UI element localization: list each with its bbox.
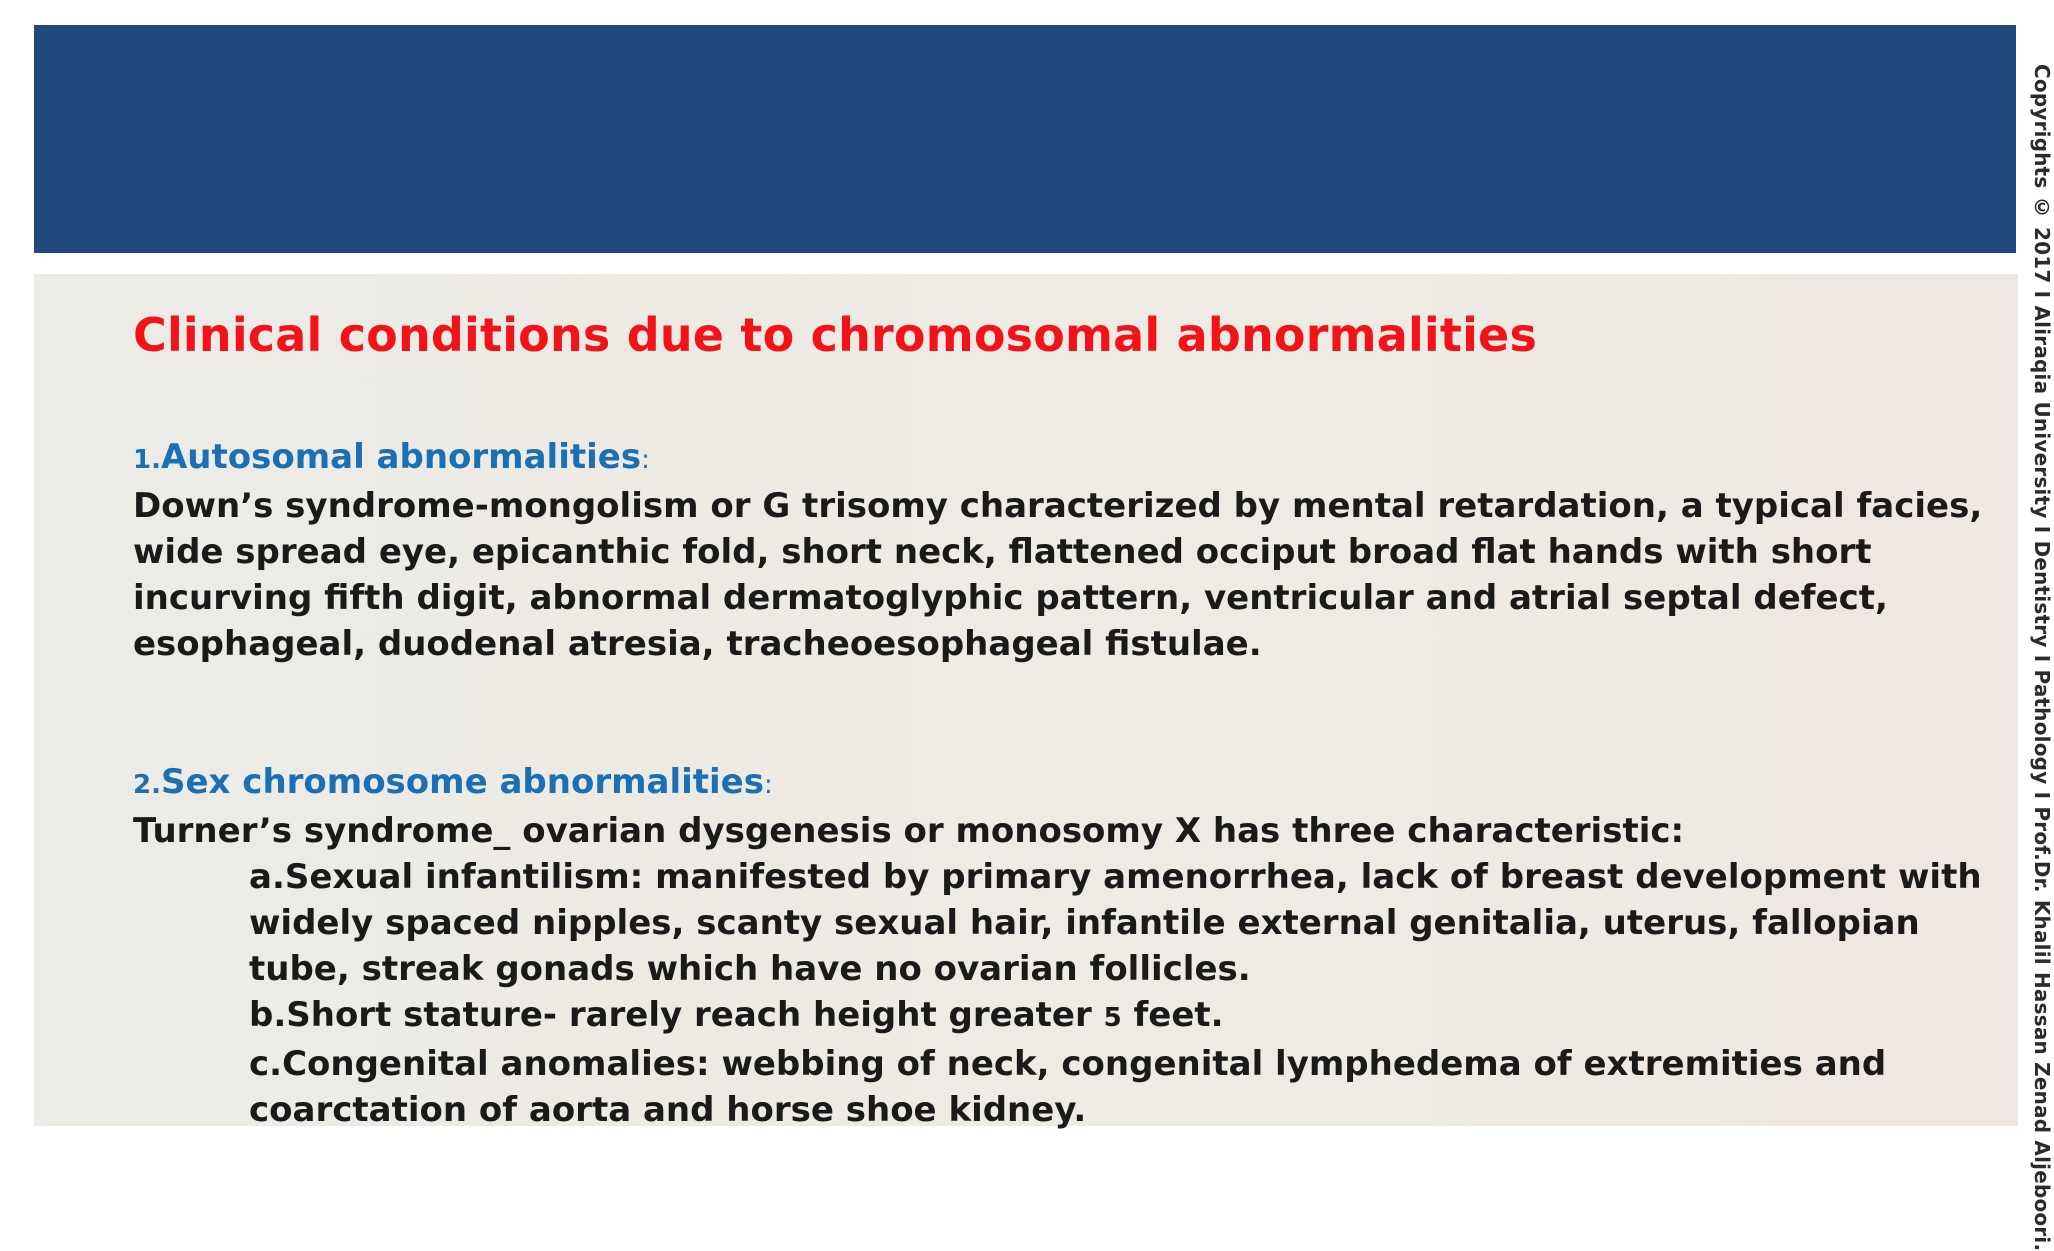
list-item [133,992,1993,1041]
list-item: c.Congenital anomalies: webbing of neck, congenital lymphedema of extremities and coarctation of aorta and horse shoe kidney. [249,1044,1887,1130]
heading-colon: : [641,445,650,475]
section-sex-chromosome [133,759,1993,1133]
section-heading [133,759,1993,808]
section-intro: Turner’s syndrome_ ovarian dysgenesis or monosomy X has three characteristic: [133,811,1685,851]
section-heading-text: Autosomal abnormalities [160,437,642,477]
list-item-text: feet. [1121,995,1224,1035]
section-number: 2. [133,770,161,800]
header-band [34,25,2016,253]
list-item-text: b.Short stature- rarely reach height greater [249,995,1104,1035]
heading-colon: : [763,770,773,800]
section-heading-text: Sex chromosome abnormalities [160,762,764,802]
section-number: 1. [133,445,161,475]
slide-body [133,434,1993,1133]
section-autosomal [133,434,1993,667]
section-spacer [133,667,1993,759]
list-item-number: 5 [1103,1003,1122,1033]
slide-title: Clinical conditions due to chromosomal abnormalities [133,308,1538,362]
section-heading [133,434,1993,483]
copyright-notice: Copyrights © 2017 I Aliraqia University I Dentistry I Pathology I Prof.Dr. Khalil Hassan Zenad Aljeboori. [2030,64,2054,1251]
list-item: a.Sexual infantilism: manifested by primary amenorrhea, lack of breast development with widely spaced nipples, scanty sexual hair, infantile external genitalia, uterus, fallopian tube, streak gonads which have no ovarian follicles. [249,857,1982,989]
section-paragraph: Down’s syndrome-mongolism or G trisomy characterized by mental retardation, a typical facies, wide spread eye, epicanthic fold, short neck, flattened occiput broad flat hands with short incurving fifth digit, abnormal dermatoglyphic pattern, ventricular and atrial septal defect, esophageal, duodenal atresia, tracheoesophageal fistulae. [133,486,1983,664]
